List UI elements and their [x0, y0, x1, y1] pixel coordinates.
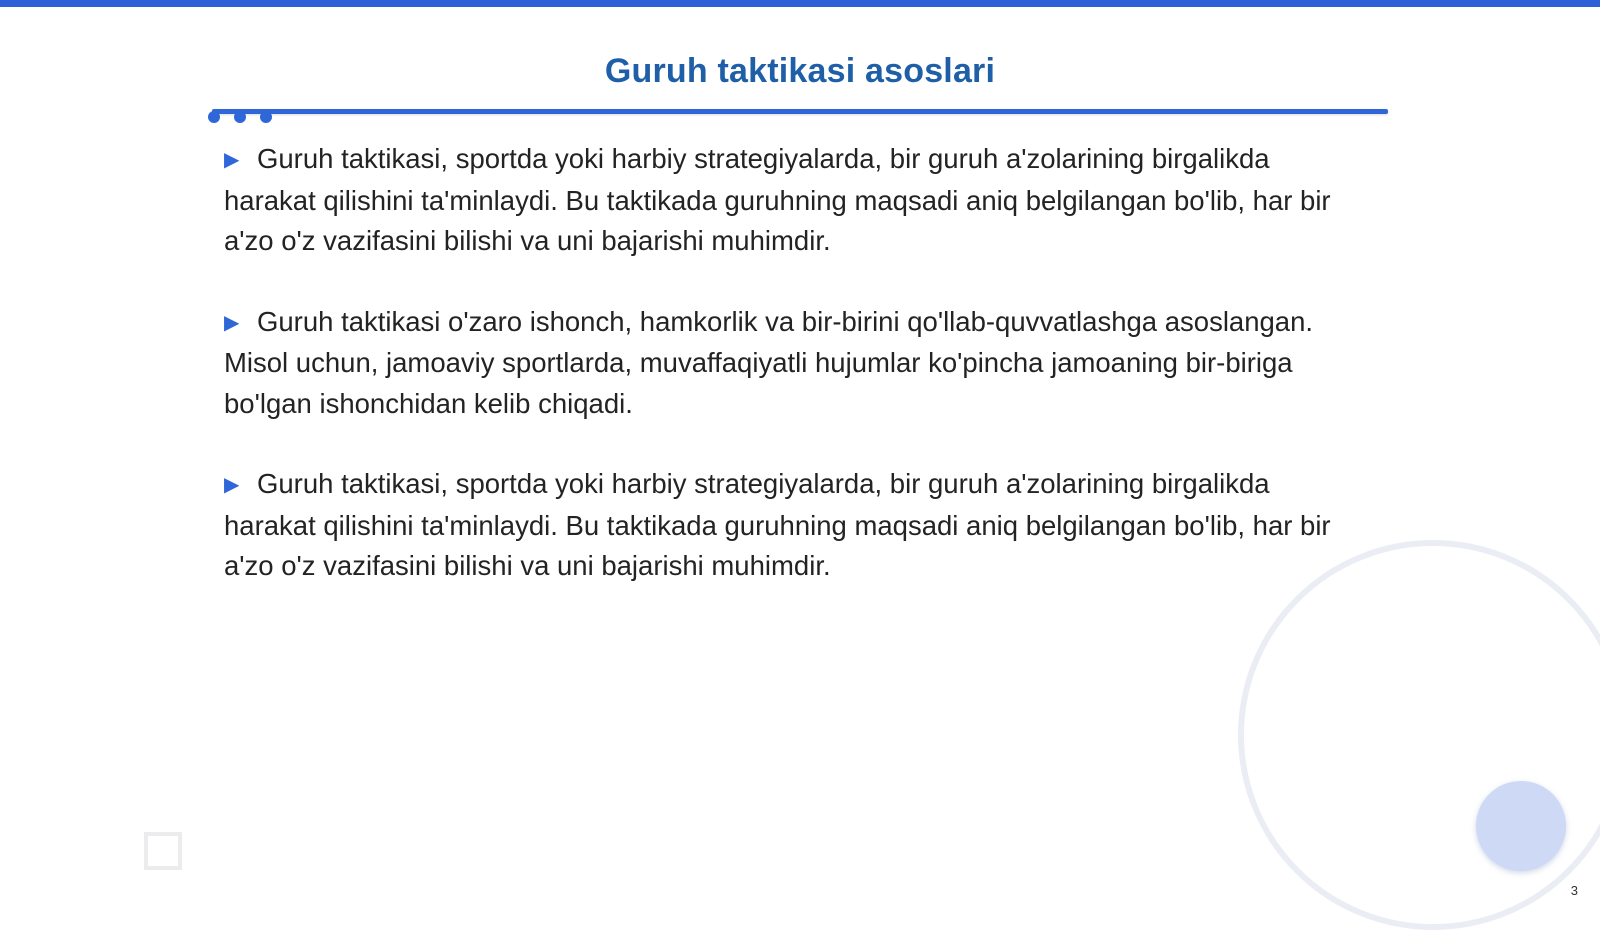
slide-title: Guruh taktikasi asoslari: [604, 52, 996, 90]
bullet-text: Guruh taktikasi, sportda yoki harbiy strategiyalarda, bir guruh a'zolarining birgalikda harakat qilishini ta'minlaydi. Bu taktikada guruhning maqsadi aniq belgilangan bo'lib, har bir a'zo o'z vazifasini bilishi va uni bajarishi muhimdir.: [224, 468, 1331, 581]
underline-dot: [208, 111, 220, 123]
decorative-circle: [1476, 781, 1566, 871]
bullet-item: [224, 139, 1344, 262]
bullet-text: Guruh taktikasi, sportda yoki harbiy strategiyalarda, bir guruh a'zolarining birgalikda harakat qilishini ta'minlaydi. Bu taktikada guruhning maqsadi aniq belgilangan bo'lib, har bir a'zo o'z vazifasini bilishi va uni bajarishi muhimdir.: [224, 143, 1331, 256]
underline-dot: [234, 111, 246, 123]
decorative-square: [144, 832, 182, 870]
top-accent-bar: [0, 0, 1600, 7]
bullet-text: Guruh taktikasi o'zaro ishonch, hamkorlik va bir-birini qo'llab-quvvatlashga asoslangan. Misol uchun, jamoaviy sportlarda, muvaffaqiyatli hujumlar ko'pincha jamoaning bir-biriga bo'lgan ishonchidan kelib chiqadi.: [224, 305, 1314, 419]
bullet-item: [224, 464, 1344, 587]
bullet-item: [224, 302, 1344, 425]
page-number: 3: [1570, 883, 1578, 898]
triangle-bullet-icon: ▶: [224, 149, 240, 171]
triangle-bullet-icon: ▶: [224, 311, 240, 334]
triangle-bullet-icon: ▶: [224, 474, 240, 496]
decorative-ring: [1238, 540, 1600, 930]
title-underline: [212, 109, 1388, 114]
underline-dot: [260, 111, 272, 123]
bullet-list: [224, 139, 1344, 627]
